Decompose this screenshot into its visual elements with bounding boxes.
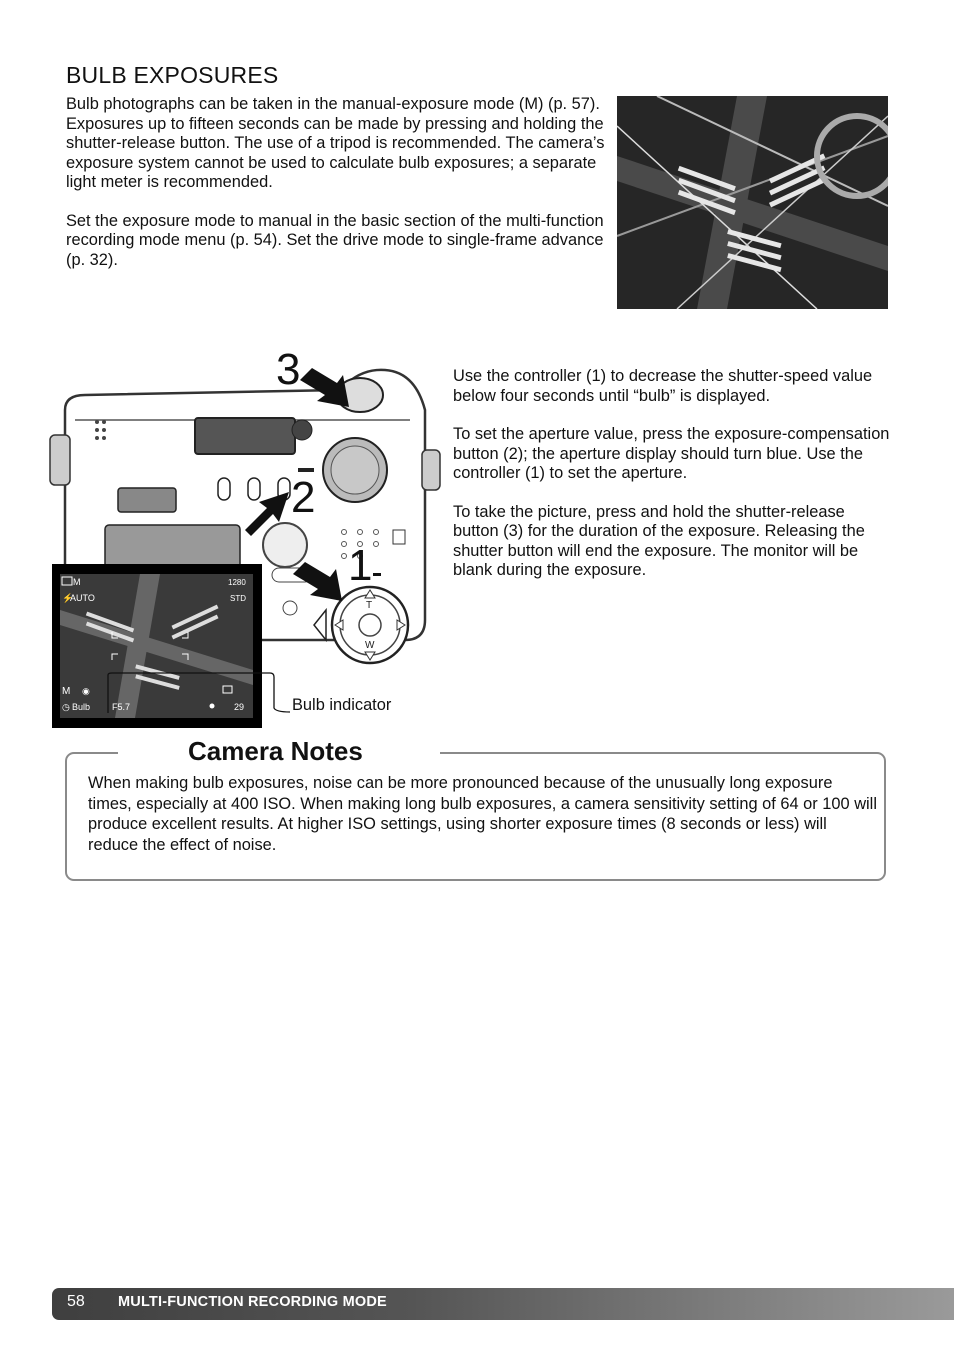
monitor-quality: STD	[230, 594, 246, 603]
data-panel	[195, 418, 295, 454]
monitor-display	[52, 564, 262, 728]
camera-notes-title: Camera Notes	[188, 736, 363, 766]
monitor-image-size: 1280	[228, 578, 246, 587]
viewfinder-icon	[118, 488, 176, 512]
monitor-shutter-bulb: Bulb	[72, 702, 91, 712]
footer-section-title: MULTI-FUNCTION RECORDING MODE	[118, 1294, 387, 1310]
controller-label-t: T	[366, 600, 373, 611]
monitor-mode-m: M	[62, 686, 71, 697]
step-text: Use the controller (1) to decrease the shutter-speed value below four seconds until “bulb” is displayed.	[453, 367, 873, 405]
callout-1: 1	[348, 541, 373, 590]
drive-button	[248, 478, 260, 500]
controller-label-w: W	[365, 640, 375, 651]
monitor-exposure-mode: M	[73, 577, 81, 587]
flash-button	[218, 478, 230, 500]
eye-icon: ◉	[82, 686, 90, 696]
callout-2: 2	[291, 473, 316, 522]
instruction-steps	[453, 367, 893, 581]
clock-icon: ◷	[62, 702, 70, 712]
step-text: To take the picture, press and hold the shutter-release button (3) for the duration of the exposure. Releasing the shutter button will end the exposure. The monitor will be blank during the exposure.	[453, 502, 865, 579]
bulb-indicator-label: Bulb indicator	[292, 696, 392, 714]
intersection-photo	[617, 96, 888, 309]
camera-notes-text: When making bulb exposures, noise can be more pronounced because of the unusually long exposure times, especially at 400 ISO. When making long bulb exposures, a camera sensitivity setting of 64 or 100 will produce excellent results. At higher ISO settings, using shorter exposure times (8 seconds or less) will reduce the effect of noise.	[88, 774, 877, 854]
intro-text	[66, 95, 606, 270]
section-title: BULB EXPOSURES	[66, 62, 279, 88]
step-text: To set the aperture value, press the exposure-compensation button (2); the aperture display should turn blue. Use the controller (1) to set the aperture.	[453, 425, 890, 482]
flash-icon: ⚡	[62, 593, 74, 603]
camera-back-illustration	[40, 340, 450, 730]
callout-3: 3	[276, 345, 301, 394]
page-number: 58	[67, 1293, 85, 1310]
intersection-photo-image	[617, 96, 888, 309]
intro-paragraph: Bulb photographs can be taken in the manual-exposure mode (M) (p. 57). Exposures up to fifteen seconds can be made by pressing and holding the shutter-release button. The use of a tripod is recommended. The camera’s exposure system cannot be used to calculate bulb exposures; a separate light meter is recommended.	[66, 95, 605, 191]
intro-paragraph: Set the exposure mode to manual in the basic section of the multi-function recording mode menu (p. 54). Set the drive mode to single-frame advance (p. 32).	[66, 211, 604, 269]
monitor-flash-mode: AUTO	[70, 593, 95, 603]
monitor-frame-counter: 29	[234, 702, 245, 712]
monitor-aperture: F5.7	[112, 702, 131, 712]
camera-diagram	[40, 340, 450, 730]
